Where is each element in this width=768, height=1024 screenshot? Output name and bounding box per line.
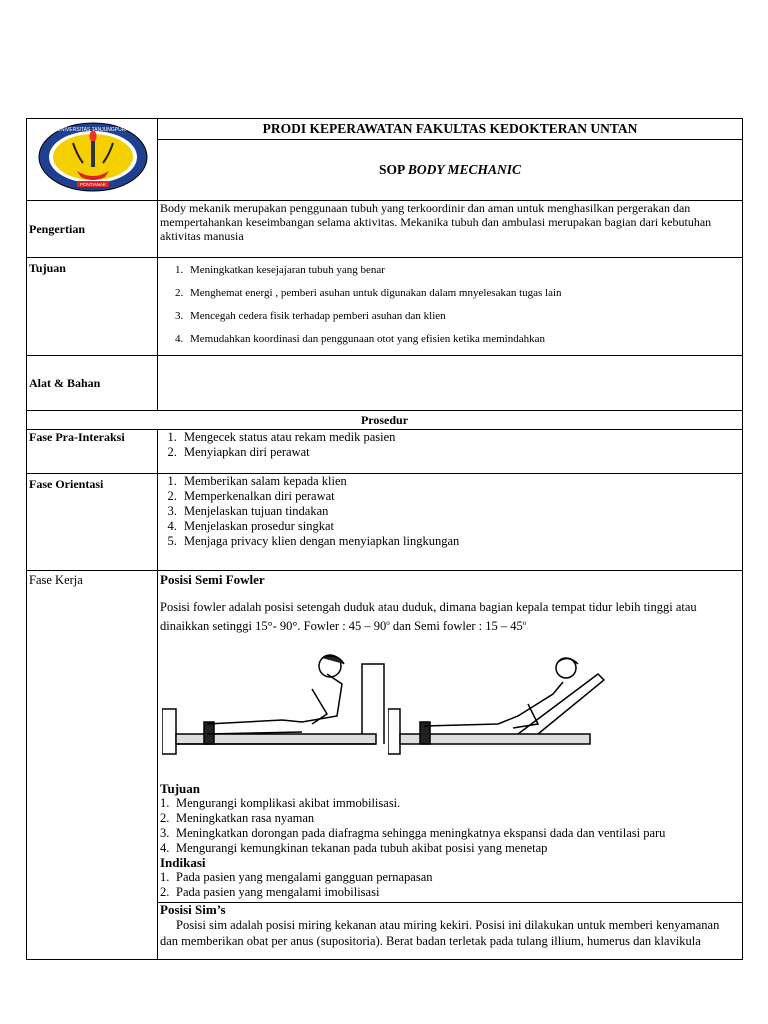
- orientasi-label-cell: [27, 474, 158, 571]
- tujuan-label: Tujuan: [29, 261, 66, 275]
- tujuan-list: [160, 263, 740, 346]
- semi-fowler-title: Posisi Semi Fowler: [160, 572, 265, 587]
- logo-text-top: UNIVERSITAS TANJUNGPURA: [57, 127, 129, 133]
- list-item: 2. Pada pasien yang mengalami imobilisasi: [160, 885, 380, 900]
- tujuan-label-cell: [27, 258, 158, 356]
- semi-fowler-desc: Posisi fowler adalah posisi setengah duduk atau duduk, dimana bagian kepala tempat tidur lebih tinggi atau dinaikkan setinggi 15°- 90°. Fowler : 45 – 90$^o$ dan Semi fowler : 15 – 45$^o$: [160, 600, 697, 634]
- sims-desc: Posisi sim adalah posisi miring kekanan atau miring kekiri. Posisi ini dilakukan untuk memberi kenyamanan dan memberikan obat per anus (supositoria). Berat badan terletak pada tulang illium, humerus dan klavikula: [160, 918, 720, 949]
- list-item: 2. Memperkenalkan diri perawat: [180, 489, 740, 504]
- pengertian-text: Body mekanik merupakan penggunaan tubuh yang terkoordinir dan aman untuk menghasilkan pergerakan dan mempertahankan keseimbangan selama aktivitas. Mekanika tubuh dan ambulasi merupakan bagian dari kebutuhan aktivitas manusia: [160, 201, 712, 243]
- list-item: 1. Meningkatkan kesejajaran tubuh yang benar: [186, 263, 740, 277]
- list-item: 4. Mengurangi kemungkinan tekanan pada tubuh akibat posisi yang menetap: [160, 841, 548, 856]
- pra-list: [160, 430, 740, 460]
- pengertian-label: Pengertian: [29, 222, 85, 236]
- list-item: 5. Menjaga privacy klien dengan menyiapkan lingkungan: [180, 534, 740, 549]
- kerja-cell: [158, 571, 743, 960]
- sims-section: [158, 902, 742, 959]
- list-item: 4. Memudahkan koordinasi dan penggunaan otot yang efisien ketika memindahkan: [186, 332, 740, 346]
- logo-text-bottom: PONTIANAK: [79, 182, 107, 187]
- degree-sup: o: [386, 619, 390, 627]
- semi-fowler-tujuan-heading: Tujuan: [160, 781, 200, 797]
- fowler-bed-drawing: [162, 644, 392, 764]
- list-item: 2. Meningkatkan rasa nyaman: [160, 811, 315, 826]
- university-logo: [27, 119, 157, 197]
- alat-cell: [158, 356, 743, 411]
- kerja-label: Fase Kerja: [29, 573, 83, 587]
- tujuan-cell: [158, 258, 743, 356]
- orientasi-list: [160, 474, 740, 549]
- pra-label: Fase Pra-Interaksi: [29, 430, 125, 444]
- semi-fowler-indikasi-heading: Indikasi: [160, 855, 206, 871]
- logo-cell: [27, 119, 158, 201]
- prosedur-cell: [27, 411, 743, 430]
- list-item: 1. Mengecek status atau rekam medik pasien: [180, 430, 740, 445]
- orientasi-cell: [158, 474, 743, 571]
- list-item: 1. Mengurangi komplikasi akibat immobilisasi.: [160, 796, 401, 811]
- semi-fowler-illustration: [160, 642, 740, 782]
- alat-label: Alat & Bahan: [29, 376, 101, 390]
- alat-label-cell: [27, 356, 158, 411]
- pengertian-cell: [158, 201, 743, 258]
- pengertian-label-cell: [27, 201, 158, 258]
- kerja-label-cell: [27, 571, 158, 960]
- list-item: 1. Memberikan salam kepada klien: [180, 474, 740, 489]
- list-item: 1. Pada pasien yang mengalami gangguan pernapasan: [160, 870, 433, 885]
- list-item: 4. Menjelaskan prosedur singkat: [180, 519, 740, 534]
- pra-cell: [158, 430, 743, 474]
- pra-label-cell: [27, 430, 158, 474]
- institution-cell: [158, 119, 743, 140]
- institution-title: PRODI KEPERAWATAN FAKULTAS KEDOKTERAN UNTAN: [262, 121, 638, 136]
- list-item: 3. Meningkatkan dorongan pada diafragma sehingga meningkatnya ekspansi dada dan ventilasi paru: [160, 826, 666, 841]
- sop-prefix: SOP: [378, 162, 408, 177]
- sop-title: BODY MECHANIC: [407, 162, 522, 177]
- orientasi-label: Fase Orientasi: [29, 477, 104, 491]
- list-item: 3. Menjelaskan tujuan tindakan: [180, 504, 740, 519]
- semi-fowler-bed-drawing: [388, 644, 608, 764]
- list-item: 2. Menghemat energi , pemberi asuhan untuk digunakan dalam mnyelesakan tugas lain: [186, 286, 740, 300]
- sims-title: Posisi Sim’s: [160, 902, 226, 918]
- list-item: 3. Mencegah cedera fisik terhadap pemberi asuhan dan klien: [186, 309, 740, 323]
- degree-sup: o: [522, 619, 527, 627]
- list-item: 2. Menyiapkan diri perawat: [180, 445, 740, 460]
- sop-table: [26, 118, 743, 960]
- prosedur-heading: Prosedur: [360, 413, 409, 427]
- sop-title-cell: [158, 140, 743, 201]
